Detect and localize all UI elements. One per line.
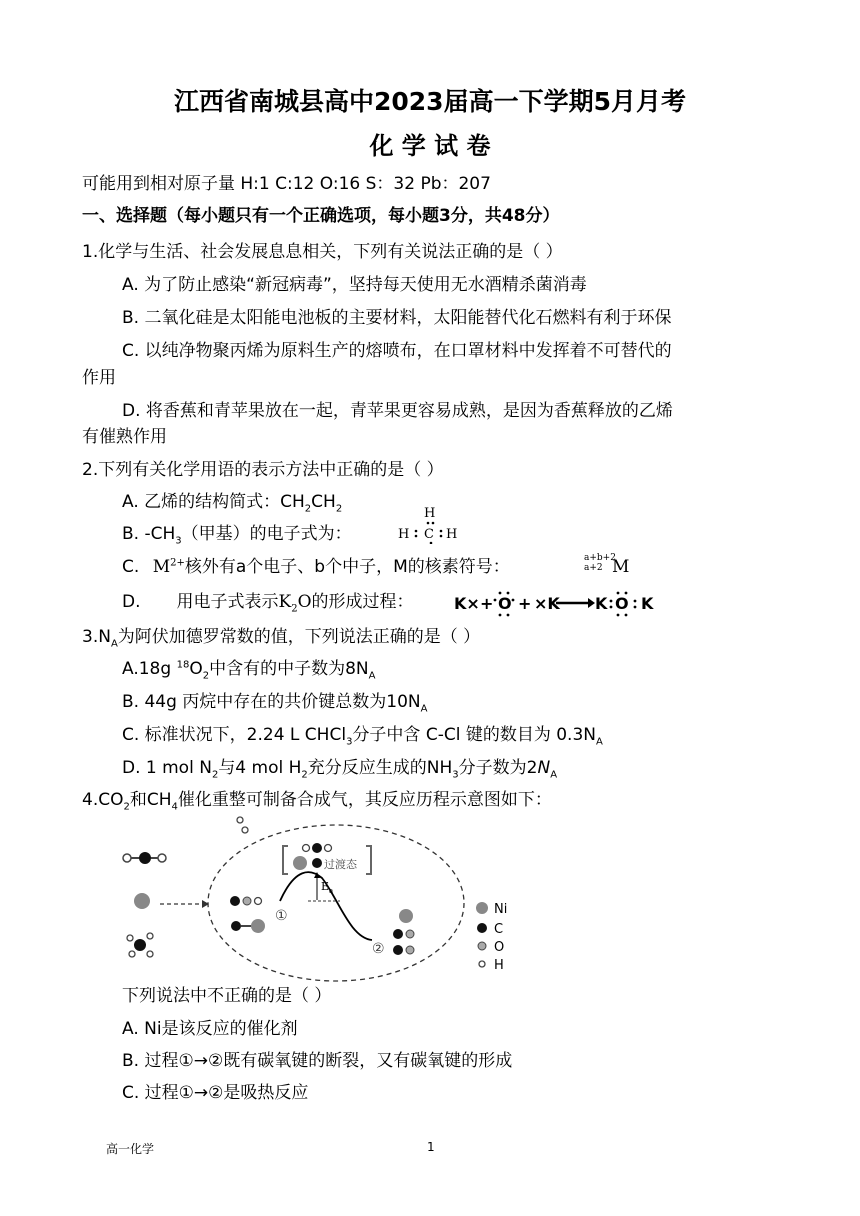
q2-stem: 2.下列有关化学用语的表示方法中正确的是（ ） (82, 460, 444, 480)
methyl-electron-dot-formula (396, 504, 460, 544)
q4-stem: $4.CO_2$和$CH_4$催化重整可制备合成气，其反应历程示意图如下： (82, 790, 552, 813)
q2-option-b: B. $-CH_3$（甲基）的电子式为： (122, 524, 352, 547)
ch4-molecule (127, 933, 153, 957)
svg-text:+: + (518, 594, 532, 613)
q4-sub-stem: 下列说法中不正确的是（ ） (122, 986, 332, 1006)
nuclide-symbol: M (612, 557, 630, 577)
exam-subtitle: 化 学 试 卷 (369, 132, 491, 160)
svg-text:O: O (494, 940, 505, 955)
svg-text:Ni: Ni (494, 902, 508, 917)
h2-molecule (237, 817, 248, 833)
section-heading: 一、选择题（每小题只有一个正确选项，每小题3分，共48分） (82, 206, 560, 226)
q3-option-c: C. 标准状况下，2.24 L CHCl$_3$分子中含 C-Cl 键的数目为 $0.3N_A$ (122, 725, 603, 748)
svg-text:H: H (494, 958, 504, 973)
svg-text:H: H (424, 506, 436, 521)
svg-text:①: ① (275, 908, 288, 924)
svg-text:H: H (446, 527, 458, 542)
atomic-masses: 可能用到相对原子量 H:1 C:12 O:16 S：32 Pb：207 (82, 174, 491, 194)
q1-stem: 1.化学与生活、社会发展息息相关，下列有关说法正确的是（ ） (82, 242, 563, 262)
q3-option-a: A.18g $^{18}O_2$中含有的中子数为$8N_A$ (122, 659, 376, 682)
svg-text:a: a (329, 887, 334, 895)
svg-text:②: ② (372, 941, 385, 957)
q4-option-a: A. Ni是该反应的催化剂 (122, 1019, 298, 1039)
q3-stem: $3.N_A$为阿伏加德罗常数的值，下列说法正确的是（ ） (82, 627, 481, 650)
q1-option-a: A. 为了防止感染“新冠病毒”，坚持每天使用无水酒精杀菌消毒 (122, 275, 587, 295)
co2-molecule (123, 852, 166, 864)
svg-text:K×: K× (454, 594, 480, 613)
q1-option-c: C. 以纯净物聚丙烯为原料生产的熔喷布，在口罩材料中发挥着不可替代的 (122, 341, 672, 361)
svg-text:+: + (480, 594, 494, 613)
page-number: 1 (427, 1140, 435, 1154)
q1-option-d-cont: 有催熟作用 (82, 427, 167, 447)
nuclide-mass-index: a+b+2 a+2 (584, 553, 616, 573)
svg-text:C: C (424, 527, 434, 542)
svg-text:O: O (615, 594, 629, 613)
reaction-mechanism-diagram (110, 808, 550, 983)
svg-text:过渡态: 过渡态 (324, 858, 357, 871)
svg-text:O: O (498, 594, 512, 613)
svg-text:C: C (494, 922, 504, 937)
k2o-formation-process (454, 588, 659, 618)
q2-option-d: D. 用电子式表示$K_2O$的形成过程： (122, 592, 414, 615)
q4-option-b: B. 过程①→②既有碳氧键的断裂，又有碳氧键的形成 (122, 1051, 513, 1071)
ni-atom (134, 893, 150, 909)
q3-option-b: B. 44g 丙烷中存在的共价键总数为$10N_A$ (122, 692, 428, 715)
exam-title: 江西省南城县高中2023届高一下学期5月月考 (174, 87, 686, 116)
q1-option-b: B. 二氧化硅是太阳能电池板的主要材料，太阳能替代化石燃料有利于环保 (122, 308, 672, 328)
footer-subject: 高一化学 (106, 1142, 155, 1156)
q4-option-c: C. 过程①→②是吸热反应 (122, 1083, 309, 1103)
q3-option-d: D. 1 mol $N_2$与4 mol $H_2$充分反应生成的$NH_3$分子数为$2N_A$ (122, 758, 558, 781)
svg-text:×K: ×K (534, 594, 560, 613)
q2-option-a: A. 乙烯的结构简式：$CH_2CH_2$ (122, 492, 343, 515)
q1-option-c-cont: 作用 (82, 368, 116, 388)
legend (476, 902, 507, 973)
q1-option-d: D. 将香蕉和青苹果放在一起，青苹果更容易成熟，是因为香蕉释放的乙烯 (122, 401, 673, 421)
q2-option-c: C. $M^{2+}$核外有a个电子、b个中子，M的核素符号： (122, 557, 510, 577)
svg-text:H: H (398, 527, 410, 542)
svg-text:K: K (595, 594, 608, 613)
svg-text:K: K (641, 594, 654, 613)
svg-text:E: E (321, 880, 330, 893)
